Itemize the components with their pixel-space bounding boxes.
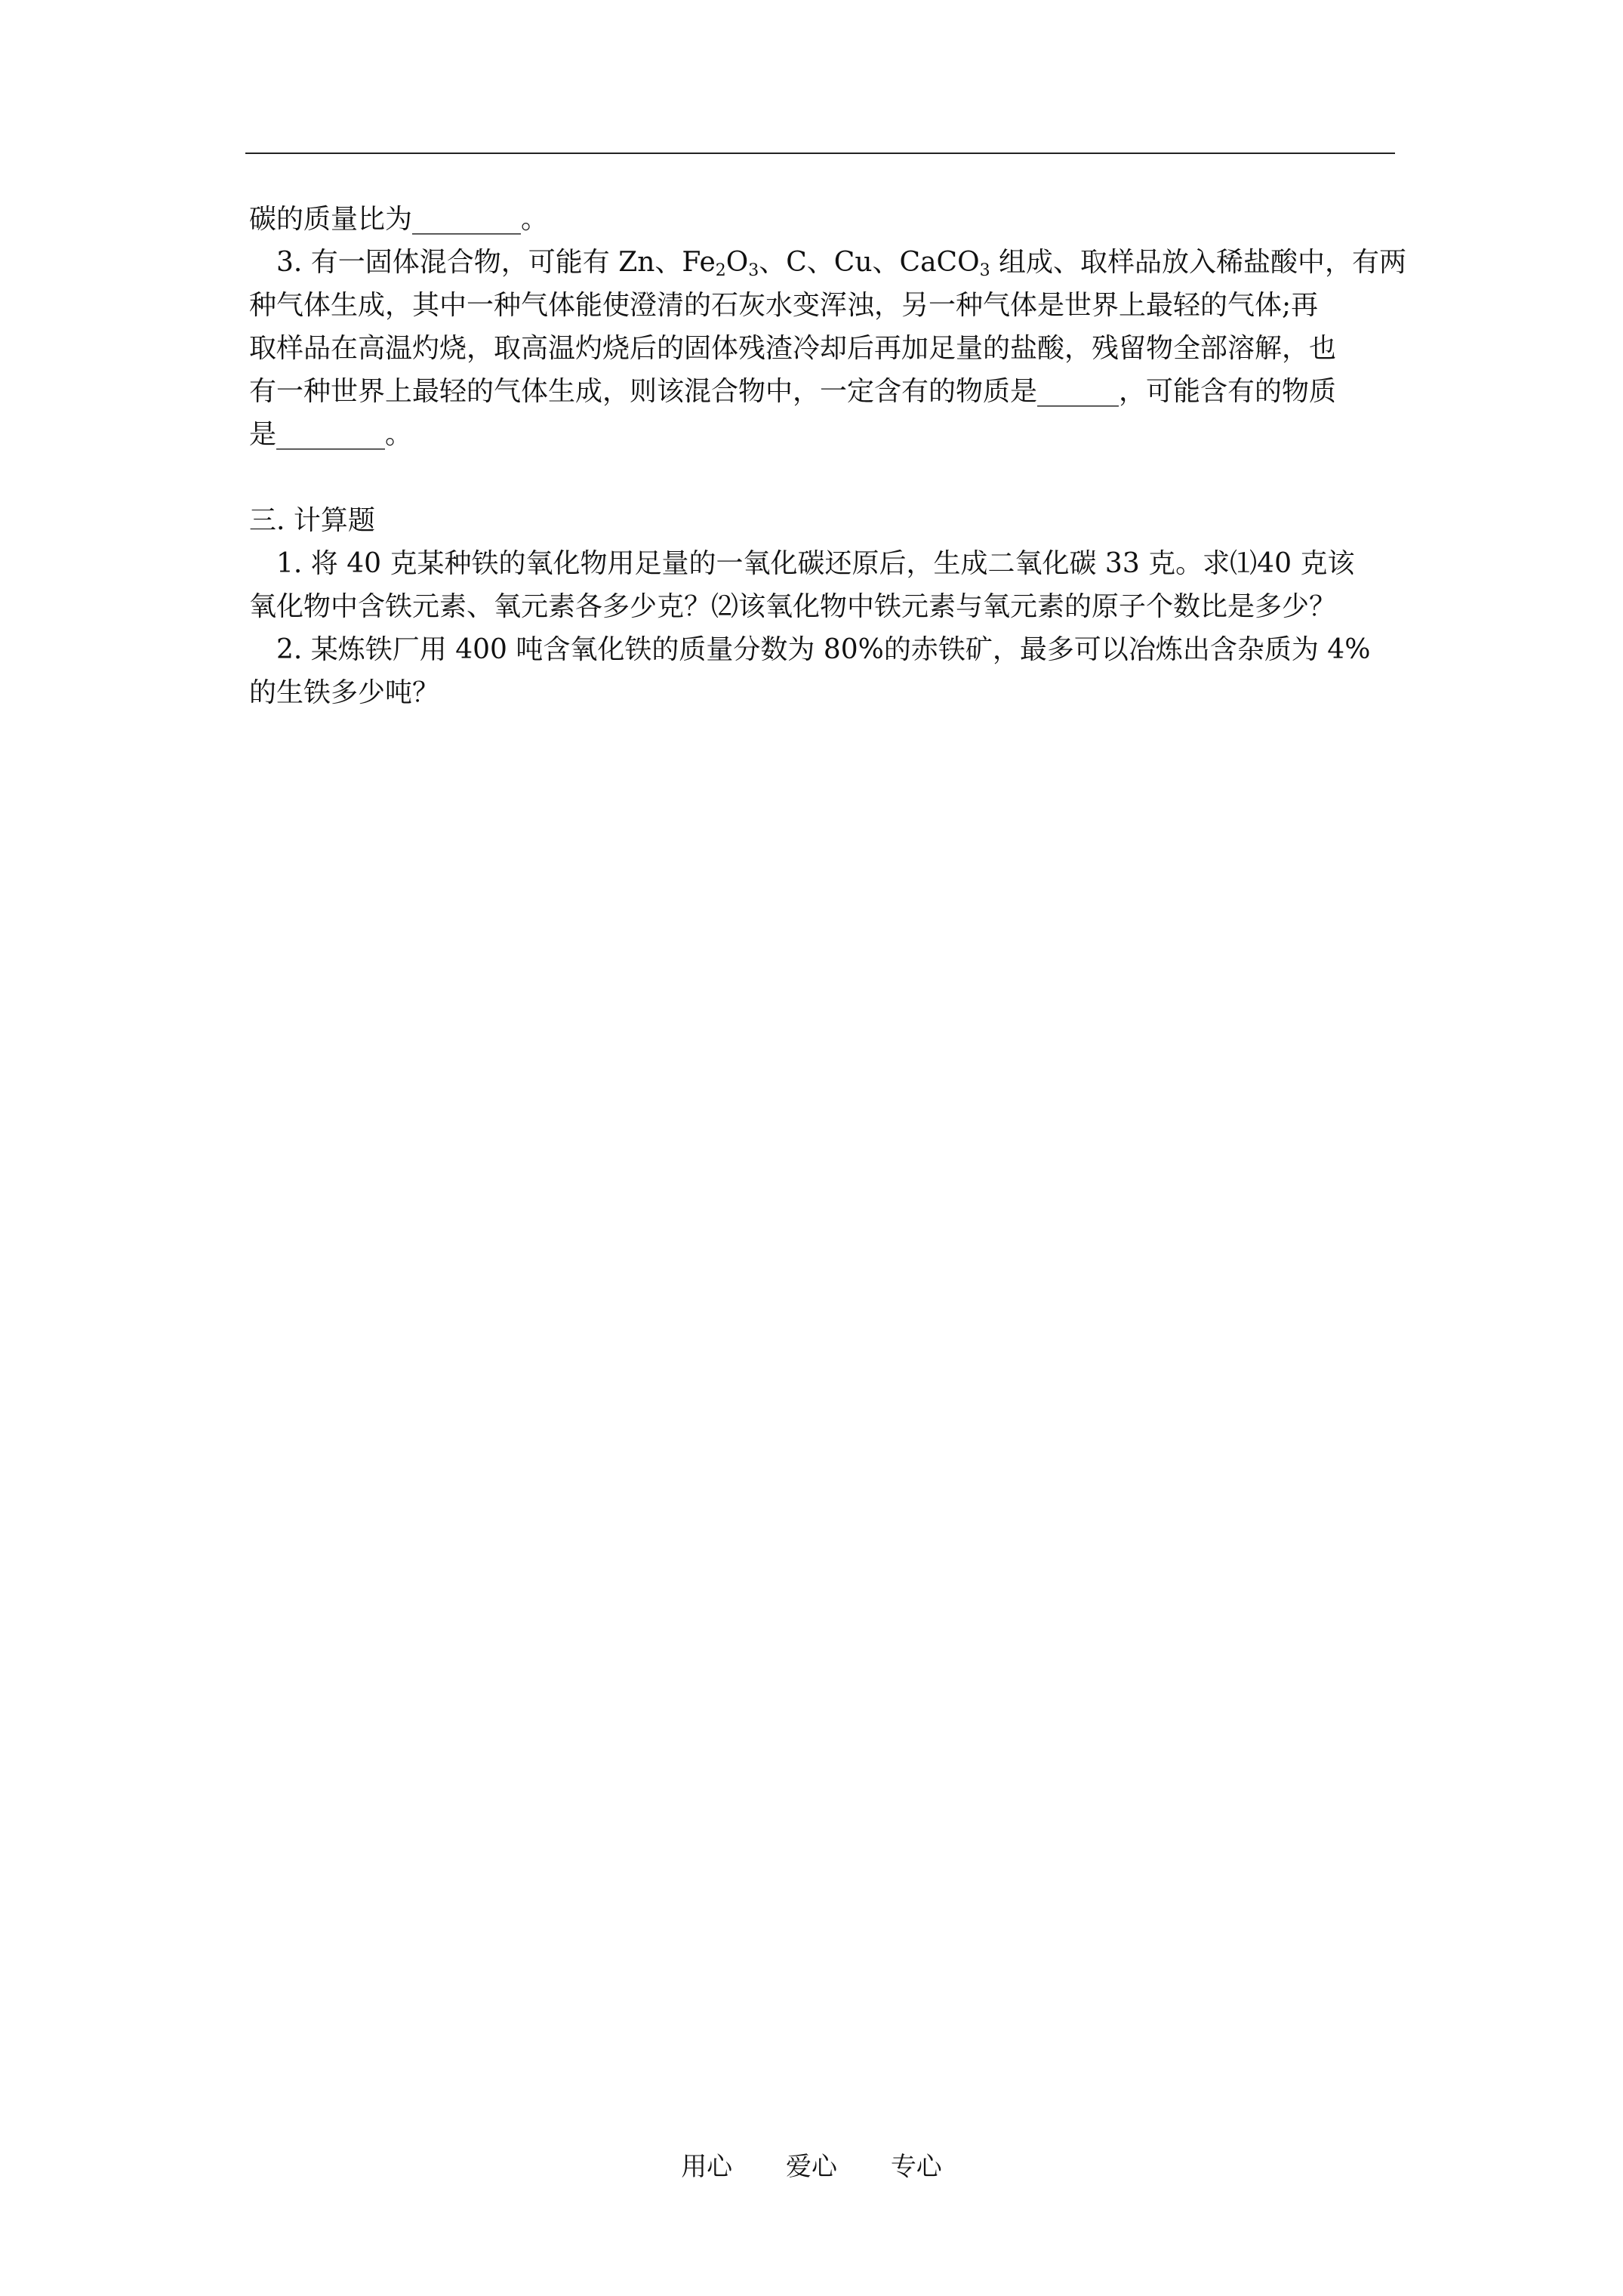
q3-text-c: 、C、Cu、CaCO xyxy=(759,247,980,278)
calc-question-2-line-2: 的生铁多少吨？ xyxy=(249,677,440,708)
footer-word-2: 爱心 xyxy=(786,2152,837,2182)
calc-question-1-line-1: 1. 将 40 克某种铁的氧化物用足量的一氧化碳还原后，生成二氧化碳 33 克。求⑴40 克该 xyxy=(276,548,1355,579)
calc-question-1 xyxy=(249,542,1393,628)
question-3-line-2: 种气体生成，其中一种气体能使澄清的石灰水变浑浊，另一种气体是世界上最轻的气体;再 xyxy=(249,290,1319,321)
calc-question-2-line-1: 2. 某炼铁厂用 400 吨含氧化铁的质量分数为 80%的赤铁矿，最多可以冶炼出含杂质为 4% xyxy=(276,634,1371,665)
q3-subscript-2: 3 xyxy=(748,261,759,280)
page-content xyxy=(249,198,1407,714)
page-footer xyxy=(0,2152,1623,2182)
q3-subscript-3: 3 xyxy=(979,261,990,280)
q3-text-d: 组成、取样品放入稀盐酸中，有两 xyxy=(990,247,1407,278)
question-3-line-3: 取样品在高温灼烧，取高温灼烧后的固体残渣冷却后再加足量的盐酸，残留物全部溶解，也 xyxy=(249,333,1337,364)
footer-word-3: 专心 xyxy=(890,2152,942,2182)
calc-question-1-line-2: 氧化物中含铁元素、氧元素各多少克？⑵该氧化物中铁元素与氧元素的原子个数比是多少？ xyxy=(249,591,1337,622)
question-3 xyxy=(249,241,1407,456)
q3-text-a: 3. 有一固体混合物，可能有 Zn、Fe xyxy=(276,247,716,278)
question-2-tail: 碳的质量比为________。 xyxy=(249,204,549,235)
q3-text-b: O xyxy=(725,247,749,278)
question-3-line-4: 有一种世界上最轻的气体生成，则该混合物中，一定含有的物质是______，可能含有的物质 xyxy=(249,376,1337,407)
header-rule xyxy=(245,153,1395,154)
q3-subscript-1: 2 xyxy=(715,261,726,280)
footer-word-1: 用心 xyxy=(681,2152,733,2182)
section-3-heading: 三. 计算题 xyxy=(249,505,375,536)
question-3-line-1 xyxy=(249,241,1407,284)
calc-question-2 xyxy=(249,628,1393,714)
section-spacer xyxy=(249,456,1393,499)
question-3-line-5: 是________。 xyxy=(249,419,413,450)
